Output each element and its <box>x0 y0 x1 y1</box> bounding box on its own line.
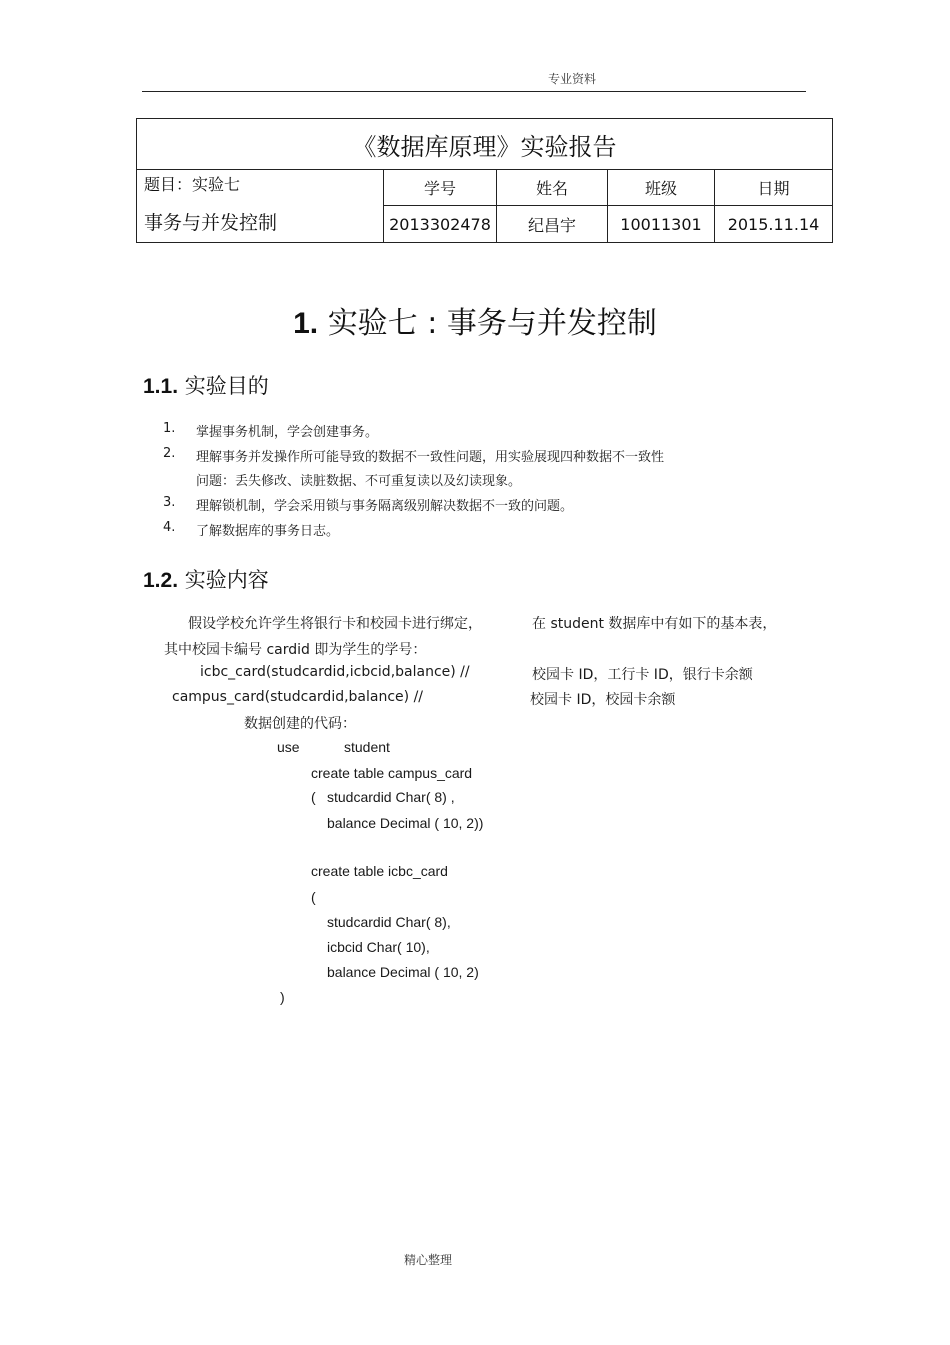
column-header-student-id: 学号 <box>384 170 497 206</box>
chapter-number: 1. <box>293 307 319 340</box>
code-line: ) <box>280 989 285 1005</box>
table-definition: icbc_card(studcardid,icbcid,balance) // <box>200 664 470 680</box>
value-class: 10011301 <box>608 206 715 243</box>
section-number: 1.1. <box>143 375 179 398</box>
list-item-number: 2. <box>163 446 176 461</box>
code-line: studcardid Char( 8) , <box>327 789 455 805</box>
list-item-text: 理解锁机制，学会采用锁与事务隔离级别解决数据不一致的问题。 <box>196 499 574 514</box>
list-item-number: 3. <box>163 495 176 510</box>
list-item-text-continued: 问题：丢失修改、读脏数据、不可重复读以及幻读现象。 <box>196 474 522 489</box>
header-rule <box>142 91 806 92</box>
section-number: 1.2. <box>143 569 179 592</box>
code-intro: 数据创建的代码： <box>244 716 356 732</box>
list-item-text: 掌握事务机制，学会创建事务。 <box>196 425 379 440</box>
column-header-name: 姓名 <box>497 170 608 206</box>
table-comment: 校园卡 ID，校园卡余额 <box>530 692 676 708</box>
report-info-table <box>136 118 833 243</box>
list-item-text: 了解数据库的事务日志。 <box>196 524 340 539</box>
code-line: ( <box>311 789 316 805</box>
section-title: 实验目的 <box>184 374 269 398</box>
page-footer-text: 精心整理 <box>404 1253 453 1267</box>
paragraph-line: 其中校园卡编号 cardid 即为学生的学号： <box>164 642 427 658</box>
column-header-class: 班级 <box>608 170 715 206</box>
code-line: balance Decimal ( 10, 2)) <box>327 815 484 831</box>
paragraph-line: 在 student 数据库中有如下的基本表， <box>532 616 777 632</box>
code-line: balance Decimal ( 10, 2) <box>327 964 479 980</box>
code-keyword: use <box>277 739 300 755</box>
value-student-id: 2013302478 <box>384 206 497 243</box>
code-line: create table campus_card <box>311 765 473 781</box>
list-item-text: 理解事务并发操作所可能导致的数据不一致性问题，用实验展现四种数据不一致性 <box>196 450 665 465</box>
code-line: ( <box>311 889 316 905</box>
section-title: 实验内容 <box>184 568 269 592</box>
chapter-heading <box>0 298 950 342</box>
table-definition: campus_card(studcardid,balance) // <box>172 689 424 705</box>
list-item-number: 4. <box>163 520 176 535</box>
table-comment: 校园卡 ID，工行卡 ID，银行卡余额 <box>532 667 753 683</box>
topic-value: 事务与并发控制 <box>144 212 278 234</box>
section-heading-purpose <box>143 370 269 400</box>
code-line: student <box>344 739 390 755</box>
column-header-date: 日期 <box>715 170 833 206</box>
code-line: icbcid Char( 10), <box>327 939 430 955</box>
code-line: create table icbc_card <box>311 863 448 879</box>
list-item-number: 1. <box>163 421 176 436</box>
report-title: 《数据库原理》实验报告 <box>137 119 833 170</box>
chapter-title: 实验七 : 事务与并发控制 <box>327 306 657 341</box>
value-name: 纪昌宇 <box>497 206 608 243</box>
section-heading-content <box>143 564 269 594</box>
page-header-text: 专业资料 <box>548 72 597 86</box>
code-line: studcardid Char( 8), <box>327 914 451 930</box>
paragraph-line: 假设学校允许学生将银行卡和校园卡进行绑定， <box>188 616 482 632</box>
topic-cell <box>137 170 384 243</box>
value-date: 2015.11.14 <box>715 206 833 243</box>
topic-label: 题目：实验七 <box>144 175 241 194</box>
